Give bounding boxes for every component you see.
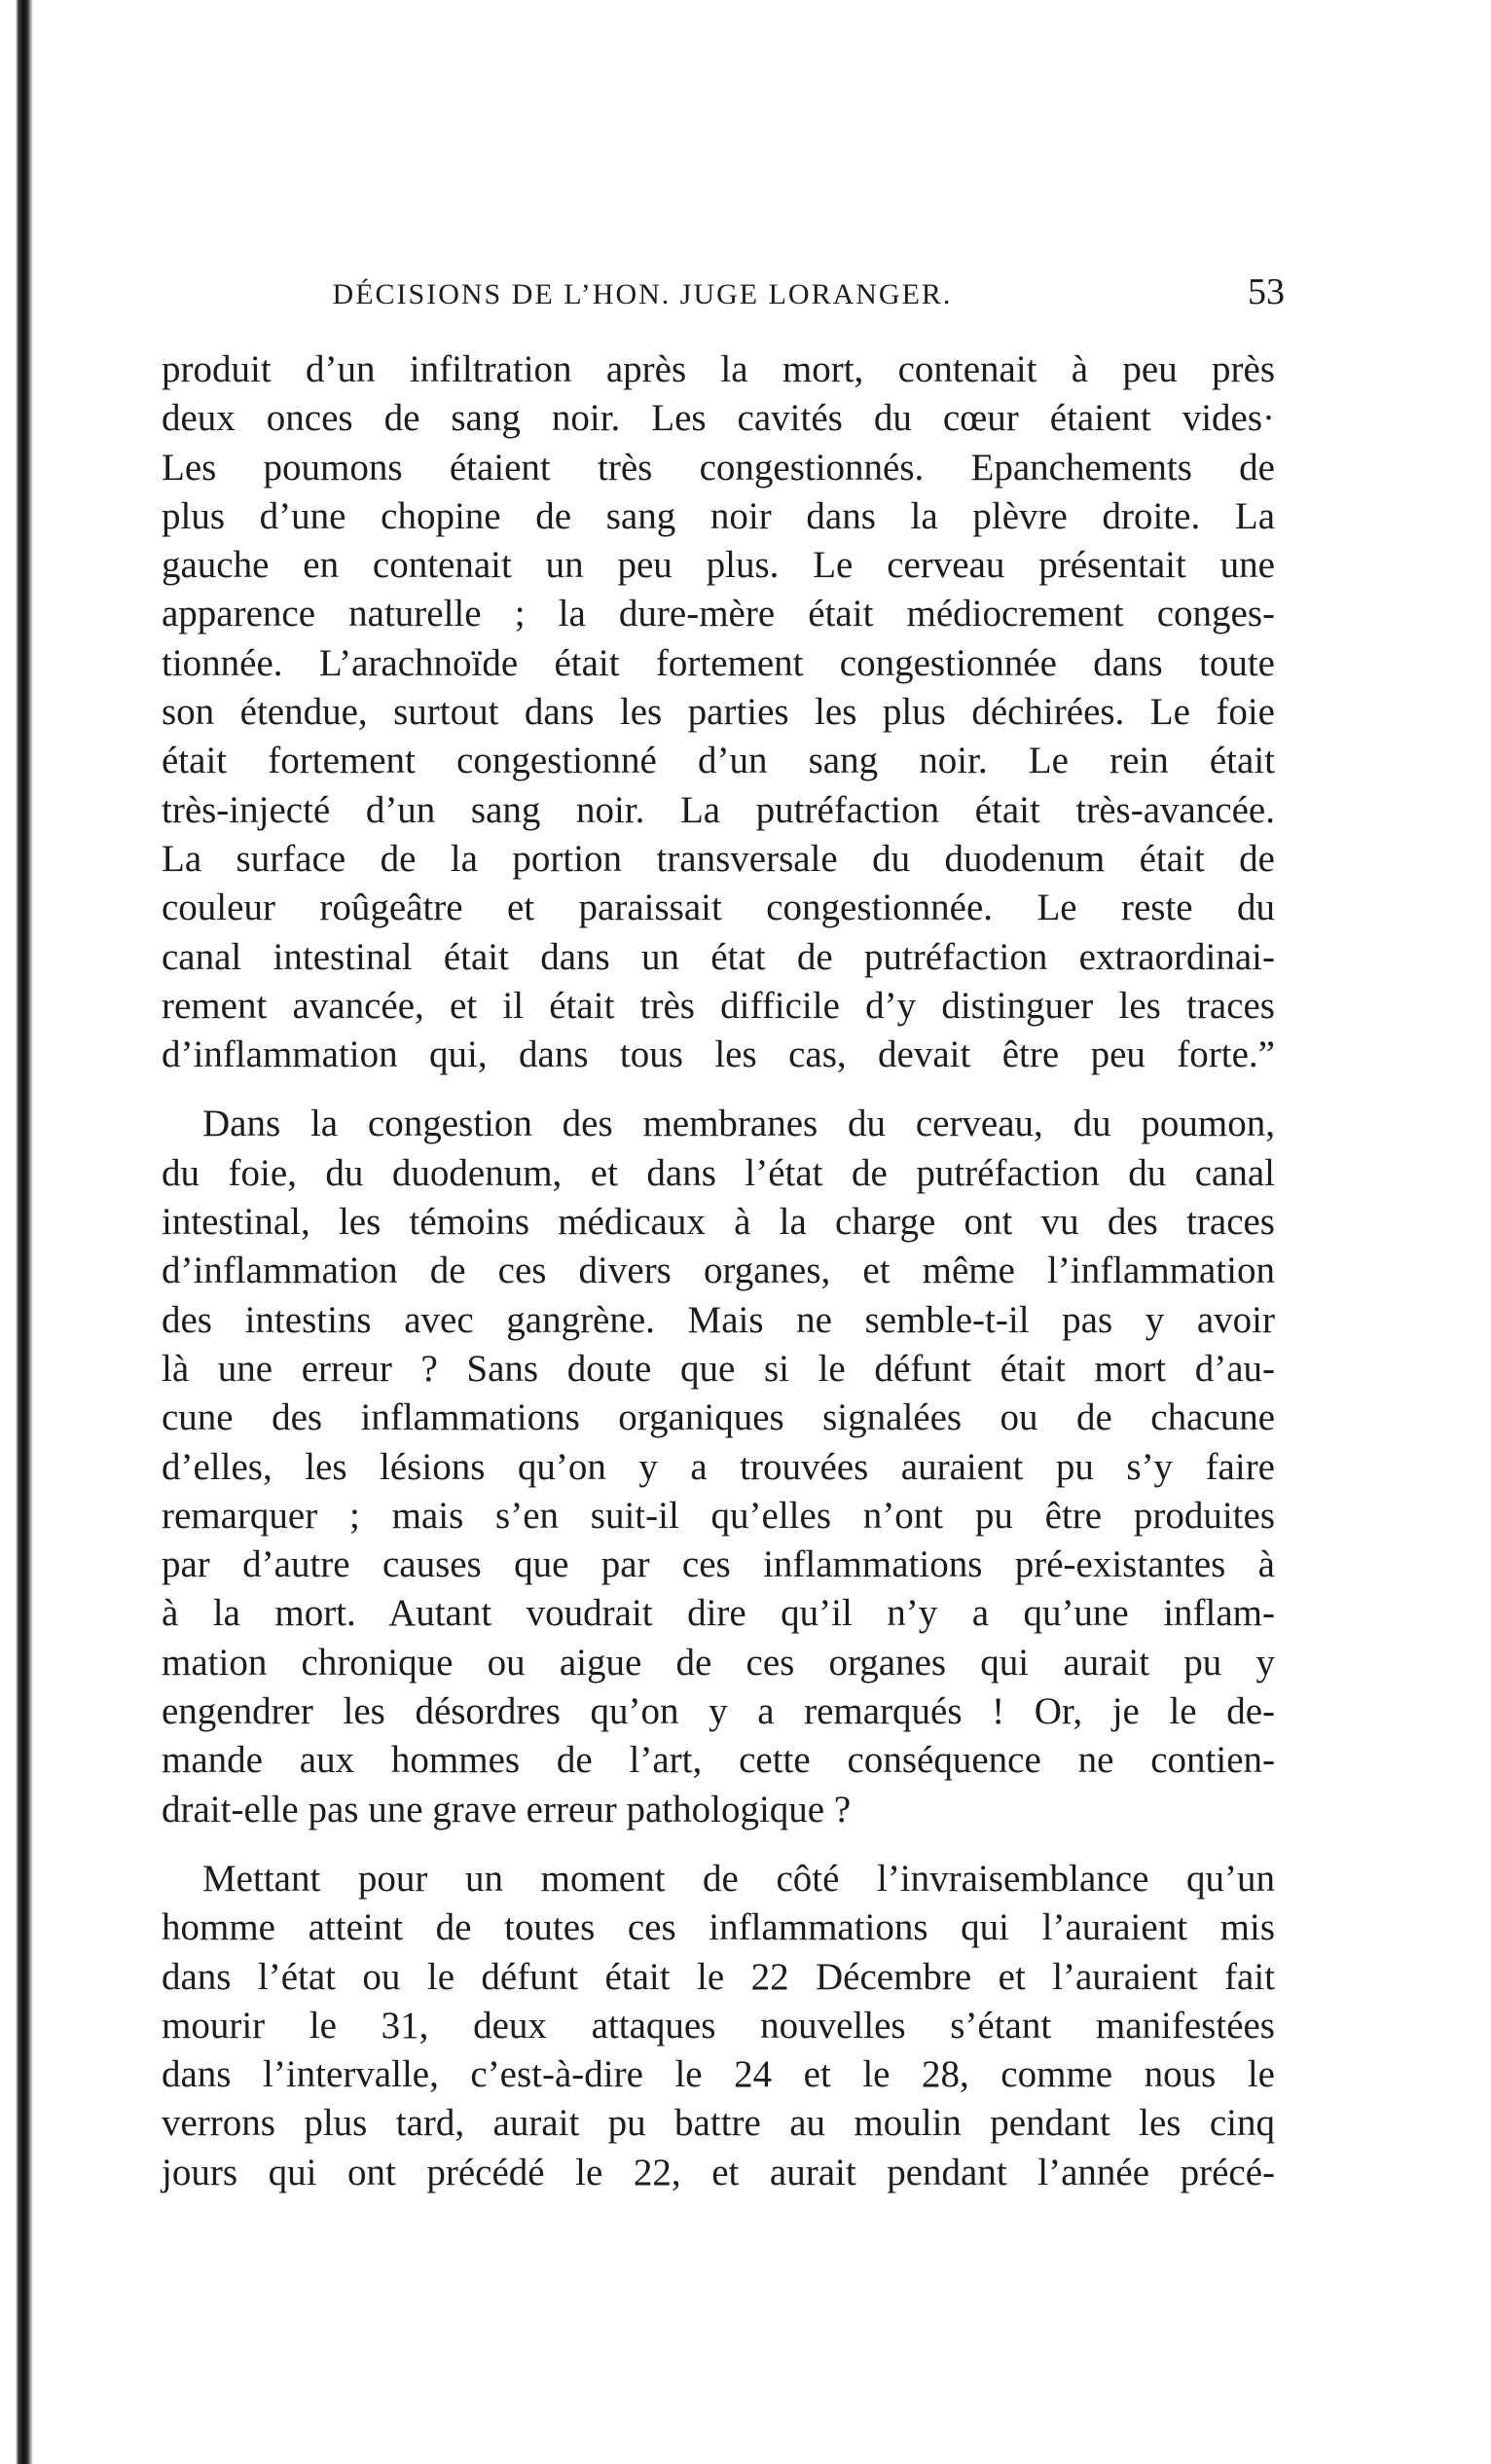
text-line: canal intestinal était dans un état de putréfaction extraordinai- (162, 935, 1275, 978)
text-line: dans l’état ou le défunt était le 22 Décembre et l’auraient fait (162, 1955, 1275, 1998)
text-line: Les poumons étaient très congestionnés. Epanchements de (162, 446, 1275, 489)
text-line: plus d’une chopine de sang noir dans la plèvre droite. La (162, 494, 1275, 537)
text-line: mourir le 31, deux attaques nouvelles s’étant manifestées (162, 2004, 1275, 2047)
text-line: apparence naturelle ; la dure-mère était médiocrement conges- (162, 593, 1275, 635)
text-line: jours qui ont précédé le 22, et aurait pendant l’année précé- (162, 2151, 1275, 2193)
paragraph-3 (162, 1855, 1275, 2197)
text-line: d’elles, les lésions qu’on y a trouvées auraient pu s’y faire (162, 1445, 1275, 1488)
text-line: rement avancée, et il était très difficile d’y distinguer les traces (162, 984, 1275, 1027)
text-line: intestinal, les témoins médicaux à la charge ont vu des traces (162, 1201, 1275, 1244)
text-line: deux onces de sang noir. Les cavités du cœur étaient vides· (162, 397, 1275, 440)
text-line: du foie, du duodenum, et dans l’état de putréfaction du canal (162, 1151, 1275, 1194)
text-line: mation chronique ou aigue de ces organes qui aurait pu y (162, 1641, 1275, 1684)
text-line: dans l’intervalle, c’est-à-dire le 24 et le 28, comme nous le (162, 2053, 1275, 2096)
text-line: produit d’un infiltration après la mort, contenait à peu près (162, 348, 1275, 390)
text-line: La surface de la portion transversale du duodenum était de (162, 837, 1275, 880)
text-line: d’inflammation de ces divers organes, et même l’inflammation (162, 1250, 1275, 1292)
text-line: par d’autre causes que par ces inflammations pré-existantes à (162, 1543, 1275, 1586)
text-line: tionnée. L’arachnoïde était fortement congestionnée dans toute (162, 641, 1275, 684)
text-line: Mettant pour un moment de côté l’invraisemblance qu’un (202, 1857, 1275, 1900)
text-line: d’inflammation qui, dans tous les cas, devait être peu forte.” (162, 1033, 1275, 1076)
text-line: remarquer ; mais s’en suit-il qu’elles n’ont pu être produites (162, 1494, 1275, 1537)
running-title: DÉCISIONS DE L’HON. JUGE LORANGER. (332, 278, 953, 310)
paragraph-1 (162, 345, 1275, 1079)
page-number: 53 (1248, 272, 1285, 312)
text-line: couleur roûgeâtre et paraissait congestionnée. Le reste du (162, 887, 1275, 929)
text-line: drait-elle pas une grave erreur pathologique ? (162, 1788, 852, 1830)
text-line: homme atteint de toutes ces inflammations qui l’auraient mis (162, 1906, 1275, 1949)
text-line: là une erreur ? Sans doute que si le défunt était mort d’au- (162, 1347, 1275, 1390)
text-line: Dans la congestion des membranes du cerveau, du poumon, (202, 1103, 1275, 1145)
text-line: à la mort. Autant voudrait dire qu’il n’y a qu’une inflam- (162, 1592, 1275, 1635)
binding-edge (0, 0, 33, 2464)
text-line: était fortement congestionné d’un sang noir. Le rein était (162, 740, 1275, 782)
text-line: son étendue, surtout dans les parties les plus déchirées. Le foie (162, 691, 1275, 734)
text-line: verrons plus tard, aurait pu battre au moulin pendant les cinq (162, 2102, 1275, 2145)
running-head (156, 271, 1285, 315)
paragraph-2 (162, 1100, 1275, 1833)
text-line: très-injecté d’un sang noir. La putréfaction était très-avancée. (162, 788, 1275, 831)
text-line: mande aux hommes de l’art, cette conséquence ne contien- (162, 1739, 1275, 1782)
text-line: des intestins avec gangrène. Mais ne semble-t-il pas y avoir (162, 1298, 1275, 1341)
text-line: gauche en contenait un peu plus. Le cerveau présentait une (162, 544, 1275, 587)
body-text (162, 345, 1275, 2197)
text-line: cune des inflammations organiques signalées ou de chacune (162, 1396, 1275, 1439)
text-line: engendrer les désordres qu’on y a remarqués ! Or, je le de- (162, 1690, 1275, 1733)
